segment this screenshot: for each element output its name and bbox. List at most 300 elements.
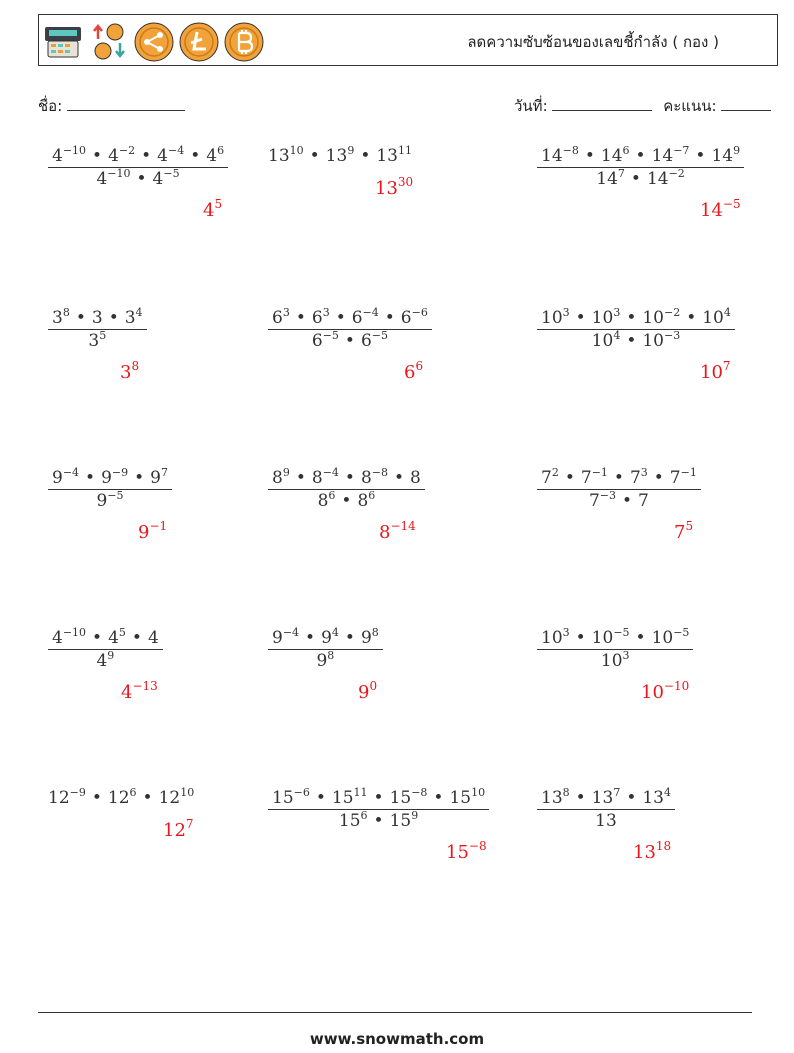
base: 10 [591,331,614,351]
power-term [96,651,114,671]
expression [48,788,194,808]
worksheet-title: ลดความซับซ้อนของเลขชี้กำลัง ( กอง ) [467,33,719,51]
fraction [268,468,425,511]
answer-base: 14 [700,200,723,221]
exponent: −7 [673,144,690,157]
base: 15 [338,811,361,831]
score-label: คะแนน: [663,97,717,115]
exponent: −1 [680,466,697,479]
base: 9 [96,491,108,511]
exponent: 6 [129,786,137,799]
exponent: −1 [591,466,608,479]
answer-base: 3 [120,362,132,383]
numerator [537,788,675,809]
exponent: −2 [668,167,685,180]
multiply-dot: • [344,628,355,648]
exponent: 11 [353,786,368,799]
base: 13 [541,788,563,808]
answer-base: 8 [379,522,391,543]
power-term [150,468,168,488]
exponent: −9 [69,786,86,799]
multiply-dot: • [575,788,586,808]
footer-url: www.snowmath.com [309,1030,485,1048]
expression [48,146,228,189]
exponent: −5 [613,626,630,639]
power-term [601,146,630,166]
power-term [357,491,375,511]
problem-5 [268,308,432,351]
fraction [48,628,163,671]
exponent: −5 [163,167,180,180]
multiply-dot: • [295,468,306,488]
power-term [52,468,79,488]
exponent: −5 [371,329,388,342]
denominator [268,649,383,671]
base: 9 [360,628,372,648]
power-term [272,468,290,488]
exponent: 5 [99,329,107,342]
power-term [702,308,731,328]
expression [537,788,675,831]
base: 6 [272,308,283,328]
exponent: 8 [562,786,570,799]
answer-exponent: 5 [214,197,223,211]
base: 14 [711,146,734,166]
answer-11 [358,679,378,703]
multiply-dot: • [686,308,697,328]
answer-5 [404,359,424,383]
exponent: 9 [733,144,741,157]
base: 4 [108,628,119,648]
power-term [48,788,86,808]
exponent: 7 [617,167,625,180]
exponent: −5 [322,329,339,342]
exponent: −6 [293,786,310,799]
exponent: 4 [331,626,339,639]
power-term [601,651,630,671]
numerator [537,146,744,167]
power-term [316,651,334,671]
fraction [537,146,744,189]
power-term [153,169,180,189]
name-label: ชื่อ: [38,97,63,115]
answer-exponent: 18 [655,839,672,853]
multiply-dot: • [295,308,306,328]
power-term [92,308,103,328]
answer-base: 12 [163,820,186,841]
denominator [537,329,735,351]
multiply-dot: • [141,146,152,166]
base: 14 [646,169,669,189]
base: 4 [52,146,63,166]
multiply-dot: • [344,331,355,351]
base: 13 [642,788,664,808]
multiply-dot: • [626,308,637,328]
exponent: 6 [328,489,336,502]
base: 4 [206,146,218,166]
power-term [592,331,621,351]
power-term [52,628,86,648]
exponent: −8 [371,466,388,479]
exponent: 6 [368,489,376,502]
power-term [88,331,106,351]
power-term [449,788,485,808]
exponent: −10 [62,626,87,639]
expression [268,146,412,166]
exponent: 11 [397,144,412,157]
problem-4 [48,308,147,351]
base: 7 [588,491,600,511]
fraction [48,308,147,351]
exponent: 8 [62,306,70,319]
base: 4 [52,628,63,648]
exponent: −4 [322,466,339,479]
answer-base: 13 [375,178,398,199]
answer-exponent: 5 [685,519,694,533]
exponent: 10 [471,786,486,799]
denominator [268,489,425,511]
base: 13 [268,146,290,166]
answer-exponent: −8 [468,839,487,853]
expression [268,308,432,351]
denominator [537,489,701,511]
answer-6 [700,359,731,383]
base: 12 [158,788,181,808]
multiply-dot: • [622,491,633,511]
base: 7 [541,468,552,488]
base: 4 [108,146,119,166]
fraction [48,146,228,189]
denominator [537,649,693,671]
denominator [537,167,744,189]
multiply-dot: • [653,468,664,488]
power-term [401,308,428,328]
multiply-dot: • [360,146,371,166]
exponent: 3 [640,466,648,479]
answer-3 [700,197,741,221]
power-term [272,628,299,648]
exponent: −2 [118,144,136,157]
power-term [101,468,128,488]
fraction [537,788,675,831]
numerator [537,308,735,329]
fraction [268,308,432,351]
power-term [581,468,608,488]
base: 6 [311,331,323,351]
power-term [647,169,685,189]
fraction [537,628,693,671]
power-term [589,491,616,511]
base: 13 [325,146,348,166]
power-term [312,468,339,488]
numerator [48,468,172,489]
exponent: −10 [107,167,131,180]
problem-11 [268,628,383,671]
exponent: 6 [622,144,630,157]
expression [48,628,163,671]
base: 13 [595,811,617,831]
base: 14 [600,146,623,166]
power-term [541,628,570,648]
exponent: 10 [289,144,304,157]
base: 3 [52,308,63,328]
power-term [326,146,355,166]
numerator [268,788,489,809]
multiply-dot: • [393,468,405,488]
denominator [537,809,675,831]
exponent: −4 [362,306,379,319]
base: 10 [642,331,664,351]
expression [537,628,693,671]
answer-exponent: −5 [722,197,741,211]
bitcoin-icon [223,21,265,63]
fraction [268,788,489,831]
exponent: 3 [562,306,570,319]
base: 3 [91,308,103,328]
power-term [339,811,368,831]
exchange-icon [89,21,129,61]
power-term [630,468,648,488]
denominator [268,329,432,351]
exponent: −10 [62,144,87,157]
answer-15 [633,839,672,863]
exponent: −9 [111,466,129,479]
exponent: 6 [360,809,368,822]
power-term [312,331,339,351]
multiply-dot: • [190,146,201,166]
answer-exponent: −14 [390,519,416,533]
answer-4 [120,359,140,383]
base: 14 [541,146,563,166]
power-term [96,491,123,511]
denominator [268,809,489,831]
base: 4 [147,628,159,648]
power-term [352,308,379,328]
expression [48,468,172,511]
multiply-dot: • [142,788,153,808]
fraction [537,308,735,351]
exponent: −5 [673,626,690,639]
exponent: −3 [663,329,681,342]
multiply-dot: • [335,308,346,328]
multiply-dot: • [575,308,586,328]
base: 14 [651,146,674,166]
base: 8 [410,468,421,488]
multiply-dot: • [613,468,624,488]
answer-base: 4 [121,682,133,703]
power-term [52,308,70,328]
base: 9 [150,468,161,488]
power-term [321,628,339,648]
power-term [596,169,625,189]
answer-exponent: 7 [722,359,731,373]
multiply-dot: • [136,169,147,189]
exponent: 3 [282,306,290,319]
exponent: 5 [118,626,126,639]
expression [48,308,147,351]
power-term [125,308,143,328]
power-term [96,169,130,189]
base: 9 [316,651,328,671]
exponent: 6 [217,144,225,157]
litecoin-icon [178,21,220,63]
base: 3 [88,331,100,351]
base: 8 [317,491,329,511]
base: 10 [600,651,623,671]
power-term [108,146,135,166]
exponent: −6 [411,306,428,319]
base: 6 [400,308,412,328]
numerator [48,628,163,649]
problem-8 [268,468,425,511]
power-term [361,331,388,351]
footer-divider [38,1012,752,1013]
answer-exponent: −13 [132,679,158,693]
numerator [268,308,432,329]
problem-12 [537,628,693,671]
power-term [592,308,621,328]
answer-1 [203,197,223,221]
answer-base: 15 [446,842,469,863]
multiply-dot: • [344,468,355,488]
exponent: 3 [322,306,330,319]
power-term [312,308,330,328]
exponent: 9 [282,466,290,479]
numerator [48,308,147,329]
answer-base: 9 [358,682,370,703]
answer-base: 7 [674,522,686,543]
power-term [148,628,159,648]
multiply-dot: • [91,788,102,808]
exponent: 7 [613,786,621,799]
problem-13 [48,788,194,808]
exponent: −2 [663,306,681,319]
base: 8 [311,468,323,488]
problem-2 [268,146,412,166]
multiply-dot: • [75,308,86,328]
multiply-dot: • [584,146,595,166]
multiply-dot: • [575,628,586,648]
power-term [541,146,579,166]
power-term [638,491,649,511]
multiply-dot: • [373,788,384,808]
power-term [670,468,697,488]
base: 10 [591,308,614,328]
base: 4 [157,146,168,166]
problem-6 [537,308,735,351]
base: 7 [669,468,681,488]
exponent: −4 [167,144,185,157]
numerator [48,146,228,167]
power-term [652,146,690,166]
name-field [38,94,185,118]
exponent: 9 [347,144,355,157]
worksheet-header [38,14,778,66]
exponent: 3 [622,649,630,662]
multiply-dot: • [630,169,641,189]
answer-base: 10 [641,682,664,703]
exponent: 4 [613,329,621,342]
exponent: 9 [107,649,115,662]
multiply-dot: • [305,628,316,648]
power-term [272,788,310,808]
fraction [268,628,383,671]
base: 10 [651,628,674,648]
answer-base: 4 [203,200,215,221]
base: 10 [642,308,664,328]
answer-9 [674,519,694,543]
problem-10 [48,628,163,671]
answer-base: 6 [404,362,416,383]
answer-8 [379,519,416,543]
power-term [159,788,195,808]
base: 4 [96,169,108,189]
multiply-dot: • [309,146,320,166]
answer-12 [641,679,690,703]
base: 13 [376,146,398,166]
base: 9 [52,468,63,488]
exponent: −8 [562,144,579,157]
exponent: 8 [371,626,379,639]
power-term [541,788,570,808]
base: 8 [357,491,369,511]
base: 15 [389,788,412,808]
base: 10 [591,628,614,648]
score-line [721,96,771,111]
base: 9 [272,628,283,648]
date-line [552,96,652,111]
power-term [592,788,621,808]
base: 4 [152,169,164,189]
problem-9 [537,468,701,511]
answer-base: 10 [700,362,723,383]
exponent: 9 [411,809,419,822]
power-term [390,811,419,831]
multiply-dot: • [635,628,646,648]
base: 9 [321,628,332,648]
answer-exponent: 6 [415,359,424,373]
power-term [376,146,412,166]
exponent: 4 [663,786,671,799]
multiply-dot: • [134,468,145,488]
power-term [592,628,630,648]
multiply-dot: • [433,788,444,808]
exponent: 10 [180,786,195,799]
problem-1 [48,146,228,189]
expression [537,468,701,511]
power-term [642,331,680,351]
atm-icon [43,21,83,61]
base: 13 [591,788,614,808]
multiply-dot: • [373,811,384,831]
power-term [108,628,126,648]
multiply-dot: • [341,491,352,511]
problem-3 [537,146,744,189]
base: 10 [541,628,563,648]
fraction [537,468,701,511]
multiply-dot: • [564,468,575,488]
base: 9 [101,468,112,488]
exponent: −3 [599,489,617,502]
numerator [537,628,693,649]
multiply-dot: • [384,308,395,328]
base: 8 [272,468,283,488]
answer-13 [163,817,194,841]
date-score-field [514,94,771,118]
power-term [595,811,617,831]
expression [268,788,489,831]
power-term [268,146,304,166]
